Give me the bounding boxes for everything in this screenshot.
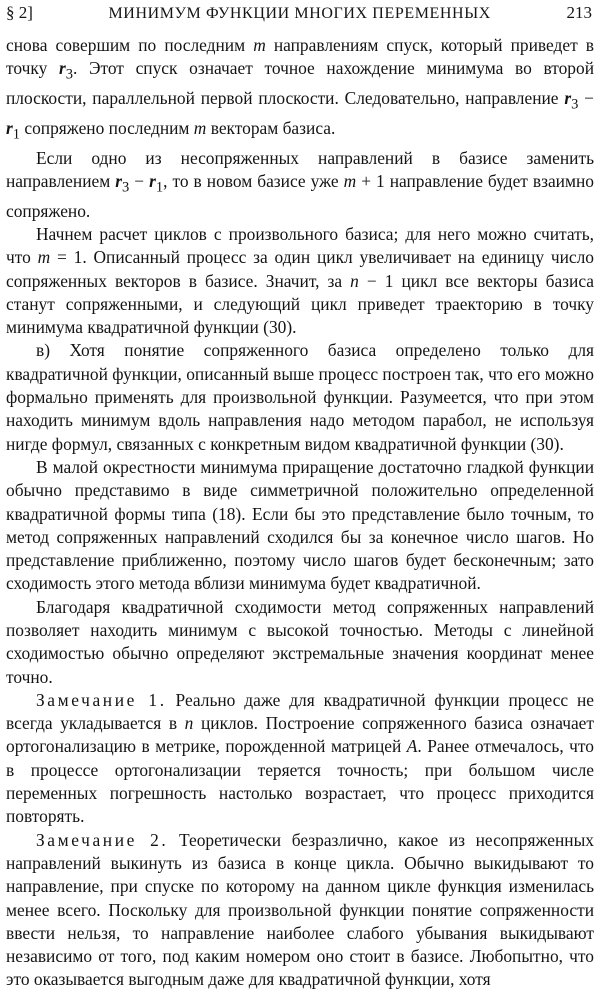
math-variable: n — [184, 713, 194, 734]
math-vector: r — [58, 58, 66, 79]
remark-label: Замечание 2. — [36, 829, 169, 850]
running-title: МИНИМУМ ФУНКЦИИ МНОГИХ ПЕРЕМЕННЫХ — [108, 5, 491, 22]
math-variable: m — [193, 117, 207, 138]
text-run: Реально даже для квадратичной функции процесс не всегда укладывается в — [6, 689, 594, 734]
text-run: направлениям спуск, который приведет в точку — [6, 35, 594, 79]
text-run: Теоретически безразлично, какое из несопряженных направлений выкинуть из базиса в конце цикла. Обычно выкидывают то направление, при спуске по которому на данном цикле функция изменилась менее всего. Поскольку для произвольной функции понятие сопряженности ввести нельзя, то направление наиболее слабого убывания выкидывают независимо от того, под каким номером оно стоит в базисе. Любопытно, что это оказывается выгодным даже для квадратичной функции, хотя — [6, 829, 594, 990]
math-variable: m — [343, 170, 357, 191]
text-run: снова совершим по последним — [6, 35, 254, 55]
math-subscript: 3 — [122, 179, 130, 196]
paragraph-2 — [6, 147, 594, 223]
math-subscript: 3 — [571, 96, 579, 113]
section-mark: § 2] — [6, 3, 33, 22]
math-variable: m — [37, 247, 51, 268]
text-run: = 1. Описанный процесс за один цикл увеличивает на единицу число сопряженных векторов в базисе. Значит, за — [6, 247, 594, 291]
math-variable: A — [406, 736, 418, 757]
text-run: − — [129, 170, 150, 191]
math-variable: m — [253, 35, 266, 55]
math-variable: n — [350, 270, 359, 291]
page-number: 213 — [566, 3, 592, 22]
text-run: . Ранее отмечалось, что в процессе ортогонализации теряется точность; при большом числе переменных погрешность настолько возрастает, что процесс приходится повторять. — [6, 736, 594, 827]
math-vector: r — [6, 117, 13, 138]
math-vector: r — [115, 170, 123, 191]
text-run: , то в новом базисе уже — [163, 170, 344, 191]
text-run: Если одно из несопряженных направлений в базисе заменить направлением — [6, 147, 594, 191]
math-subscript: 1 — [12, 126, 21, 143]
remark-2 — [6, 829, 594, 992]
text-run: сопряжено последним — [20, 117, 194, 138]
text-run: − 1 цикл все векторы базиса станут сопряженными, и следующий цикл приведет траекторию в точку минимума квадратичной функции (30). — [6, 270, 594, 338]
math-subscript: 1 — [155, 179, 164, 196]
math-vector: r — [149, 170, 156, 191]
running-head — [6, 3, 592, 27]
text-run: − — [578, 88, 594, 109]
text-run: + 1 направление будет взаимно сопряжено. — [6, 170, 594, 221]
paragraph-3 — [6, 223, 594, 339]
remark-label: Замечание 1. — [36, 689, 167, 710]
text-run: Начнем расчет циклов с произвольного базиса; для него можно считать, что — [6, 223, 594, 268]
text-run: векторам базиса. — [206, 117, 336, 138]
paragraph-5: В малой окрестности минимума приращение достаточно гладкой функции обычно представимо в виде симметричной положительно определенной квадратичной формы типа (18). Если бы это представление было точным, то метод сопряженных направлений сходился бы за конечное число шагов. Но представление приближенно, поэтому число шагов будет бесконечным; зато сходимость этого метода вблизи минимума будет квадратичной. — [6, 456, 594, 594]
paragraph-6: Благодаря квадратичной сходимости метод сопряженных направлений позволяет находить минимум с высокой точностью. Методы с линейной сходимостью обычно определяют экстремальные значения координат менее точно. — [6, 596, 594, 687]
text-run: . Этот спуск означает точное нахождение минимума во второй плоскости, параллельной первой плоскости. Следовательно, направление — [6, 58, 594, 109]
paragraph-1 — [6, 34, 594, 147]
text-run: циклов. Построение сопряженного базиса означает ортогонализацию в метрике, порожденной матрицей — [6, 713, 594, 757]
body-text — [6, 34, 594, 992]
math-subscript: 3 — [65, 66, 73, 83]
paragraph-4: в) Хотя понятие сопряженного базиса определено только для квадратичной функции, описанный выше процесс построен так, что его можно формально применять для произвольной функции. Разумеется, что при этом находить минимум вдоль направления надо методом парабол, не используя нигде формул, связанных с конкретным видом квадратичной функции (30). — [6, 340, 594, 454]
math-vector: r — [564, 88, 572, 109]
remark-1 — [6, 689, 594, 829]
